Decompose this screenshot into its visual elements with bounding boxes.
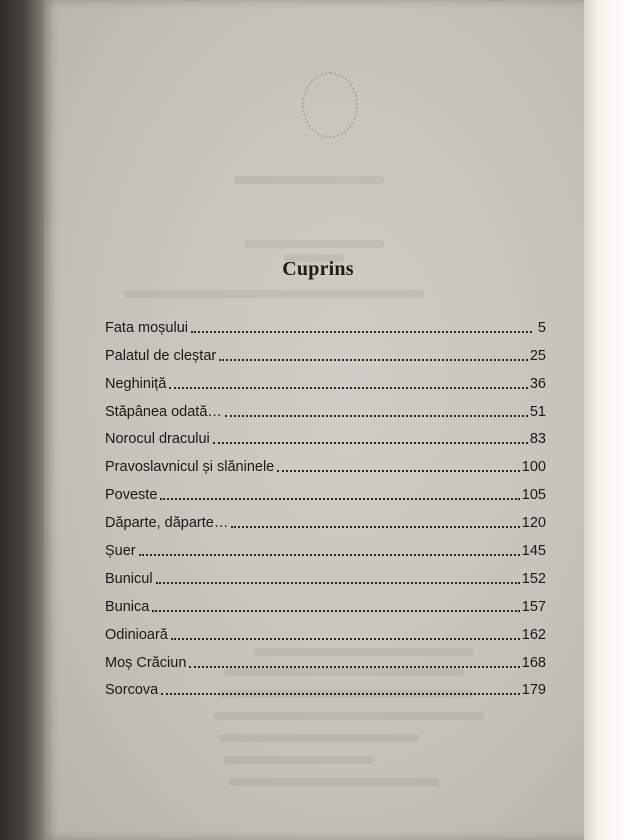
show-through-text — [124, 290, 424, 298]
toc-entry — [105, 308, 546, 336]
dot-leader — [225, 414, 528, 417]
dot-leader — [152, 609, 519, 612]
toc-entry — [105, 420, 546, 448]
show-through-text — [224, 756, 374, 764]
dot-leader — [139, 553, 520, 556]
toc-entry — [105, 615, 546, 643]
show-through-text — [219, 734, 419, 742]
show-through-text — [229, 778, 439, 786]
toc-entry — [105, 531, 546, 559]
toc-entry — [105, 503, 546, 531]
toc-entry-page-number: 120 — [521, 515, 546, 532]
toc-entry — [105, 475, 546, 503]
dot-leader — [171, 637, 520, 640]
toc-entry-page-number: 36 — [529, 375, 546, 392]
book-spine-shadow — [0, 0, 46, 840]
dot-leader — [160, 497, 519, 500]
toc-entry — [105, 392, 546, 420]
toc-entry-page-number: 51 — [529, 403, 546, 420]
toc-entry-page-number: 25 — [529, 347, 546, 364]
dot-leader — [219, 358, 528, 361]
toc-entry-page-number: 105 — [521, 487, 546, 504]
toc-entry-title: Poveste — [105, 487, 158, 504]
dot-leader — [156, 581, 520, 584]
toc-entry-title: Bunica — [105, 598, 150, 615]
toc-entry-page-number: 179 — [521, 682, 546, 699]
toc-entry-page-number: 5 — [537, 319, 546, 336]
toc-entry-page-number: 152 — [521, 570, 546, 587]
page-title: Cuprins — [282, 258, 354, 280]
toc-entry-title: Neghiniță — [105, 375, 167, 392]
dot-leader — [169, 386, 528, 389]
toc-entry — [105, 587, 546, 615]
toc-entry — [105, 364, 546, 392]
toc-entry-title: Stăpânea odată… — [105, 403, 222, 420]
toc-entry-title: Moș Crăciun — [105, 654, 187, 671]
dot-leader — [277, 469, 520, 472]
toc-entry-title: Fata moșului — [105, 319, 189, 336]
toc-entry — [105, 559, 546, 587]
toc-entry-title: Palatul de cleștar — [105, 347, 217, 364]
toc-entry-page-number: 145 — [521, 543, 546, 560]
toc-entry-title: Pravoslavnicul și slăninele — [105, 459, 275, 476]
show-through-text — [244, 240, 384, 248]
background-surface — [584, 0, 630, 840]
toc-entry-title: Sorcova — [105, 682, 159, 699]
dot-leader — [189, 665, 519, 668]
toc-entry — [105, 447, 546, 475]
toc-entry-page-number: 83 — [529, 431, 546, 448]
book-page — [44, 0, 592, 840]
toc-entry-title: Norocul dracului — [105, 431, 210, 448]
dot-leader — [231, 525, 519, 528]
toc-entry-page-number: 100 — [521, 459, 546, 476]
toc-entry-page-number: 162 — [521, 626, 546, 643]
show-through-text — [234, 176, 384, 184]
toc-entry-page-number: 157 — [521, 598, 546, 615]
toc-entry — [105, 643, 546, 671]
toc-entry — [105, 671, 546, 699]
table-of-contents — [105, 308, 546, 698]
show-through-emblem — [302, 72, 358, 138]
show-through-text — [214, 712, 484, 720]
toc-entry — [105, 336, 546, 364]
toc-entry-page-number: 168 — [521, 654, 546, 671]
toc-entry-title: Bunicul — [105, 570, 153, 587]
toc-entry-title: Șuer — [105, 543, 136, 560]
toc-entry-title: Dăparte, dăparte… — [105, 515, 229, 532]
dot-leader — [191, 330, 532, 333]
toc-entry-title: Odinioară — [105, 626, 168, 643]
dot-leader — [161, 692, 520, 695]
dot-leader — [213, 441, 528, 444]
